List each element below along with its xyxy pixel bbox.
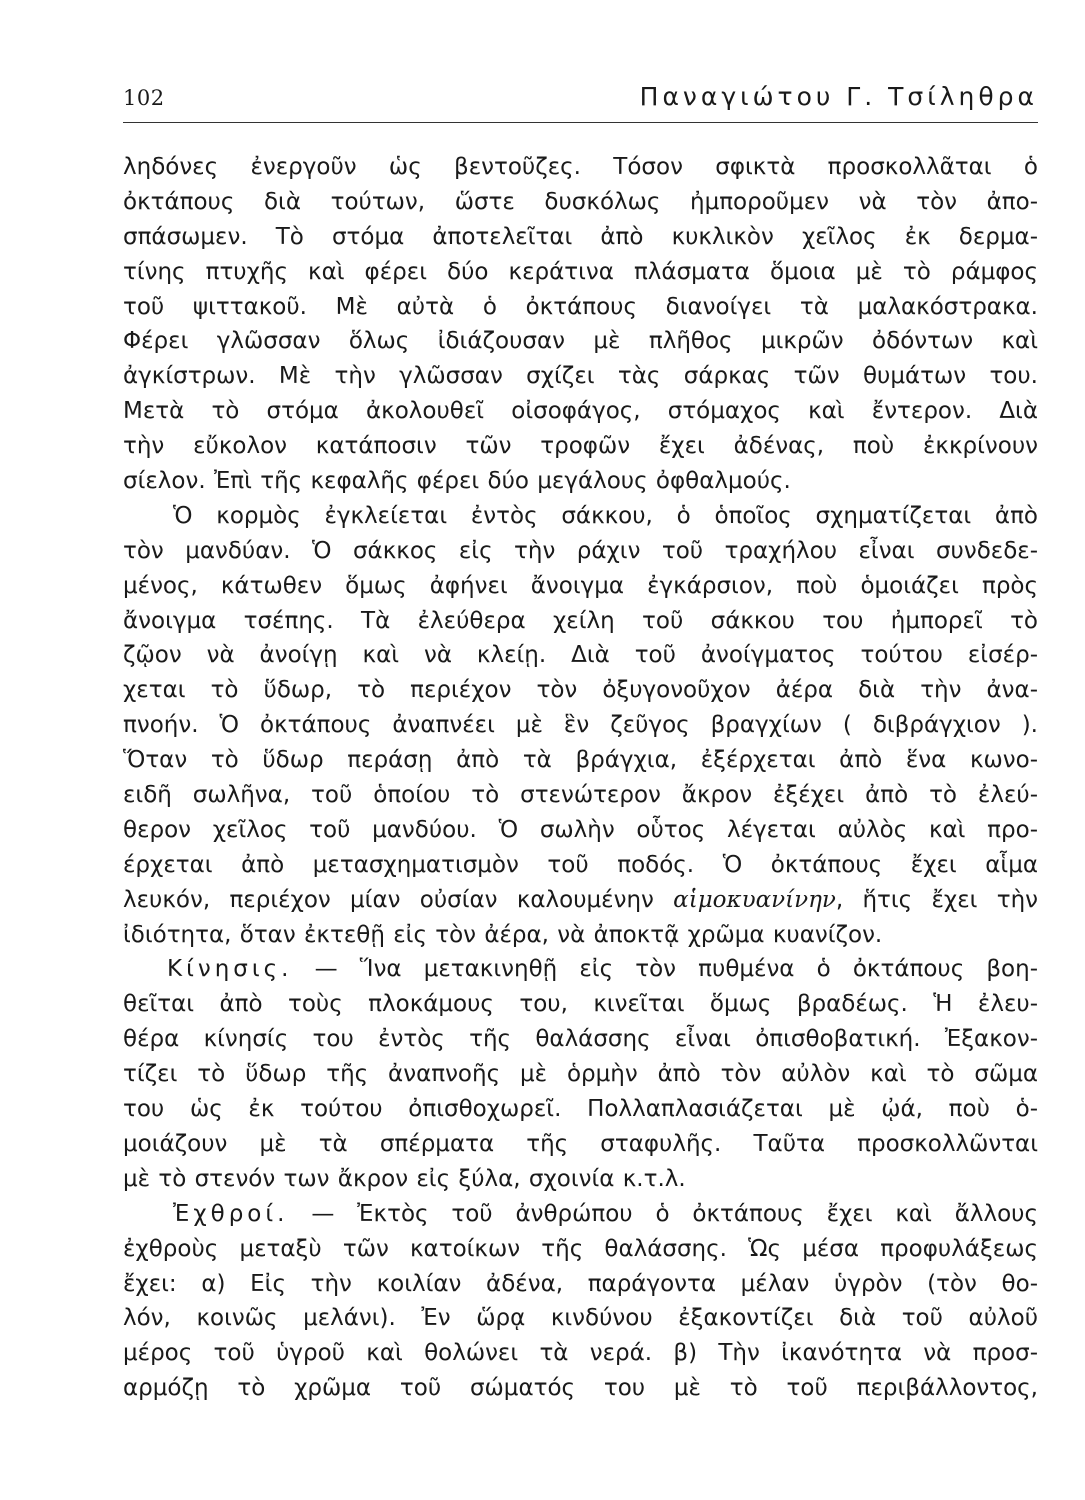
- text-run: μοιάζουν μὲ τὰ σπέρματα τῆς σταφυλῆς. Ταῦτα προσκολλῶνται: [123, 1130, 1038, 1157]
- page-header: [123, 82, 1038, 122]
- text-line: [123, 952, 1038, 987]
- text-line: [123, 1267, 1038, 1302]
- text-run: τοῦ ψιττακοῦ. Μὲ αὐτὰ ὁ ὀκτάπους διανοίγει τὰ μαλακόστρακα.: [123, 293, 1038, 320]
- text-run: Ὁ κορμὸς ἐγκλείεται ἐντὸς σάκκου, ὁ ὁποῖος σχηματίζεται ἀπὸ: [173, 502, 1038, 529]
- text-run: σίελον. Ἐπὶ τῆς κεφαλῆς φέρει δύο μεγάλους ὀφθαλμούς.: [123, 468, 791, 495]
- text-line: [123, 848, 1038, 883]
- text-line: [123, 1022, 1038, 1057]
- text-line: [123, 1301, 1038, 1336]
- text-line: [123, 290, 1038, 325]
- text-line: [123, 359, 1038, 394]
- text-run: — Ἵνα μετακινηθῇ εἰς τὸν πυθμένα ὁ ὀκτάπους βοη-: [292, 956, 1038, 983]
- text-line: [123, 185, 1038, 220]
- section-heading: Ἐχθροί.: [173, 1200, 289, 1227]
- text-run: , ἥτις ἔχει τὴν: [835, 886, 1038, 913]
- text-line: [123, 1162, 1038, 1197]
- text-run: ὀκτάπους διὰ τούτων, ὥστε δυσκόλως ἠμποροῦμεν νὰ τὸν ἀπο-: [123, 188, 1038, 215]
- text-line: [123, 220, 1038, 255]
- text-line: [123, 1057, 1038, 1092]
- body-text: [123, 150, 1038, 1406]
- text-run: ἀγκίστρων. Μὲ τὴν γλῶσσαν σχίζει τὰς σάρκας τῶν θυμάτων του.: [123, 363, 1038, 390]
- text-run: ἄνοιγμα τσέπης. Τὰ ἐλεύθερα χείλη τοῦ σάκκου του ἠμπορεῖ τὸ: [123, 607, 1038, 634]
- text-run: πνοήν. Ὁ ὀκτάπους ἀναπνέει μὲ ἓν ζεῦγος βραγχίων ( διβράγχιον ).: [123, 712, 1038, 739]
- text-line: [123, 708, 1038, 743]
- text-line: [123, 1232, 1038, 1267]
- text-line: [123, 987, 1038, 1022]
- text-run: μὲ τὸ στενόν των ἄκρον εἰς ξύλα, σχοινία κ.τ.λ.: [123, 1165, 686, 1192]
- text-run: αρμόζῃ τὸ χρῶμα τοῦ σώματός του μὲ τὸ τοῦ περιβάλλοντος,: [123, 1375, 1038, 1402]
- text-run: του ὡς ἐκ τούτου ὀπισθοχωρεῖ. Πολλαπλασιάζεται μὲ ᾠά, ποὺ ὁ-: [123, 1096, 1038, 1123]
- text-run: — Ἐκτὸς τοῦ ἀνθρώπου ὁ ὀκτάπους ἔχει καὶ ἄλλους: [288, 1200, 1038, 1227]
- text-line: [123, 1371, 1038, 1406]
- text-line: [123, 1092, 1038, 1127]
- text-line: [123, 1197, 1038, 1232]
- text-line: [123, 1336, 1038, 1371]
- header-rule: [123, 122, 1038, 123]
- text-line: [123, 673, 1038, 708]
- text-run: τίζει τὸ ὕδωρ τῆς ἀναπνοῆς μὲ ὁρμὴν ἀπὸ τὸν αὐλὸν καὶ τὸ σῶμα: [123, 1061, 1038, 1088]
- text-line: [123, 464, 1038, 499]
- text-run: Φέρει γλῶσσαν ὅλως ἰδιάζουσαν μὲ πλῆθος μικρῶν ὀδόντων καὶ: [123, 328, 1038, 355]
- text-line: [123, 534, 1038, 569]
- italic-term: αἱμοκυανίνην: [673, 886, 836, 913]
- text-run: θερον χεῖλος τοῦ μανδύου. Ὁ σωλὴν οὗτος λέγεται αὐλὸς καὶ προ-: [123, 816, 1038, 843]
- text-line: [123, 324, 1038, 359]
- text-line: [123, 1127, 1038, 1162]
- text-run: μέρος τοῦ ὑγροῦ καὶ θολώνει τὰ νερά. β) Τὴν ἰκανότητα νὰ προσ-: [123, 1340, 1038, 1367]
- text-line: [123, 394, 1038, 429]
- text-run: ἰδιότητα, ὅταν ἐκτεθῇ εἰς τὸν ἀέρα, νὰ ἀποκτᾷ χρῶμα κυανίζον.: [123, 921, 883, 948]
- text-run: λευκόν, περιέχον μίαν οὐσίαν καλουμένην: [123, 886, 674, 913]
- text-run: θέρα κίνησίς του ἐντὸς τῆς θαλάσσης εἶναι ὀπισθοβατική. Ἐξακον-: [123, 1026, 1038, 1053]
- text-line: [123, 255, 1038, 290]
- text-line: [123, 569, 1038, 604]
- text-line: [123, 604, 1038, 639]
- text-run: χεται τὸ ὕδωρ, τὸ περιέχον τὸν ὀξυγονοῦχον ἀέρα διὰ τὴν ἀνα-: [123, 677, 1038, 704]
- text-run: ληδόνες ἐνεργοῦν ὡς βεντοῦζες. Τόσον σφικτὰ προσκολλᾶται ὁ: [123, 154, 1038, 180]
- text-run: λόν, κοινῶς μελάνι). Ἐν ὥρᾳ κινδύνου ἐξακοντίζει διὰ τοῦ αὐλοῦ: [123, 1305, 1038, 1332]
- text-run: ζῷον νὰ ἀνοίγῃ καὶ νὰ κλείῃ. Διὰ τοῦ ἀνοίγματος τούτου εἰσέρ-: [123, 642, 1038, 669]
- text-run: μένος, κάτωθεν ὅμως ἀφήνει ἄνοιγμα ἐγκάρσιον, ποὺ ὁμοιάζει πρὸς: [123, 572, 1038, 599]
- text-line: [123, 813, 1038, 848]
- text-line: [123, 743, 1038, 778]
- text-run: Μετὰ τὸ στόμα ἀκολουθεῖ οἰσοφάγος, στόμαχος καὶ ἔντερον. Διὰ: [123, 398, 1038, 425]
- text-run: ἔχει: α) Εἰς τὴν κοιλίαν ἀδένα, παράγοντα μέλαν ὑγρὸν (τὸν θο-: [123, 1270, 1038, 1297]
- text-run: έρχεται ἀπὸ μετασχηματισμὸν τοῦ ποδός. Ὁ ὀκτάπους ἔχει αἷμα: [123, 851, 1038, 878]
- text-line: [123, 778, 1038, 813]
- page-number: 102: [123, 86, 165, 110]
- text-run: Ὅταν τὸ ὕδωρ περάσῃ ἀπὸ τὰ βράγχια, ἐξέρχεται ἀπὸ ἕνα κωνο-: [123, 747, 1038, 774]
- text-run: τὸν μανδύαν. Ὁ σάκκος εἰς τὴν ράχιν τοῦ τραχήλου εἶναι συνδεδε-: [123, 537, 1038, 564]
- running-head: Παναγιώτου Γ. Τσίληθρα: [639, 82, 1038, 111]
- text-run: τὴν εὔκολον κατάποσιν τῶν τροφῶν ἔχει ἀδένας, ποὺ ἐκκρίνουν: [123, 433, 1038, 460]
- text-run: ἐχθροὺς μεταξὺ τῶν κατοίκων τῆς θαλάσσης. Ὡς μέσα προφυλάξεως: [123, 1235, 1038, 1262]
- text-line: [123, 638, 1038, 673]
- text-run: σπάσωμεν. Τὸ στόμα ἀποτελεῖται ἀπὸ κυκλικὸν χεῖλος ἐκ δερμα-: [123, 223, 1038, 250]
- text-line: [123, 429, 1038, 464]
- text-line: [123, 150, 1038, 185]
- text-line: [123, 883, 1038, 918]
- text-line: [123, 499, 1038, 534]
- text-line: [123, 918, 1038, 953]
- text-run: τίνης πτυχῆς καὶ φέρει δύο κεράτινα πλάσματα ὅμοια μὲ τὸ ράμφος: [123, 258, 1038, 285]
- section-heading: Κίνησις.: [167, 956, 293, 983]
- text-run: θεῖται ἀπὸ τοὺς πλοκάμους του, κινεῖται ὅμως βραδέως. Ἡ ἐλευ-: [123, 991, 1038, 1018]
- text-run: ειδῆ σωλῆνα, τοῦ ὁποίου τὸ στενώτερον ἄκρον ἐξέχει ἀπὸ τὸ ἐλεύ-: [123, 782, 1038, 809]
